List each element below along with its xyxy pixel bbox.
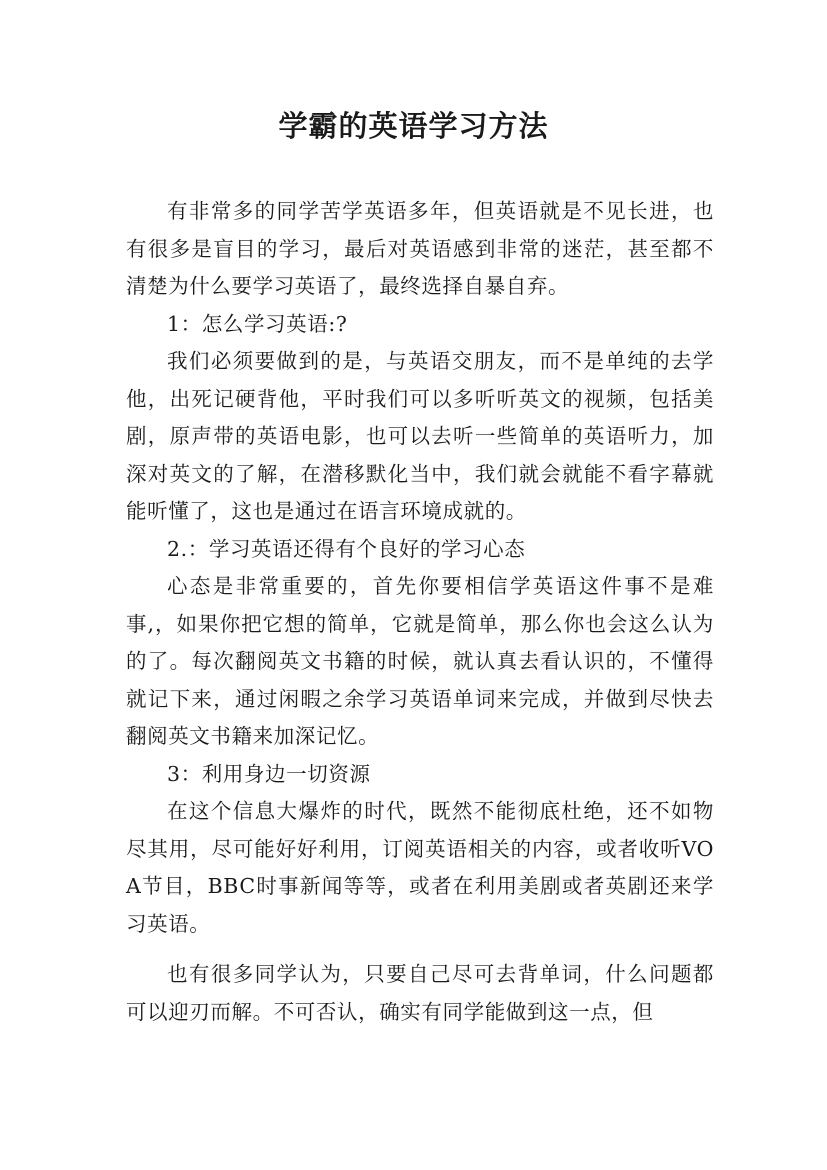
paragraph-section-2: 心态是非常重要的，首先你要相信学英语这件事不是难事,，如果你把它想的简单，它就是简单，那么你也会这么认为的了。每次翻阅英文书籍的时候，就认真去看认识的，不懂得就记下来，通过闲暇之余学习英语单词来完成，并做到尽快去翻阅英文书籍来加深记忆。 (126, 574, 714, 748)
section-heading-1: 1：怎么学习英语:? (167, 311, 348, 336)
section-heading-3: 3：利用身边一切资源 (167, 761, 371, 786)
paragraph-section-1: 我们必须要做到的是，与英语交朋友，而不是单纯的去学他，出死记硬背他，平时我们可以多听听英文的视频，包括美剧，原声带的英语电影，也可以去听一些简单的英语听力，加深对英文的了解，在潜移默化当中，我们就会就能不看字幕就能听懂了，这也是通过在语言环境成就的。 (126, 349, 714, 523)
document-title: 学霸的英语学习方法 (278, 109, 549, 143)
paragraph-continuation: 也有很多同学认为，只要自己尽可去背单词，什么问题都可以迎刃而解。不可否认，确实有同学能做到这一点，但 (126, 962, 714, 1024)
paragraph-intro: 有非常多的同学苦学英语多年，但英语就是不见长进，也有很多是盲目的学习，最后对英语感到非常的迷茫，甚至都不清楚为什么要学习英语了，最终选择自暴自弃。 (126, 199, 714, 298)
paragraph-section-3: 在这个信息大爆炸的时代，既然不能彻底杜绝，还不如物尽其用，尽可能好好利用，订阅英语相关的内容，或者收听VOA节目，BBC时事新闻等等，或者在利用美剧或者英剧还来学习英语。 (126, 799, 714, 936)
section-heading-2: 2.：学习英语还得有个良好的学习心态 (167, 536, 526, 561)
document-body (126, 193, 714, 1031)
